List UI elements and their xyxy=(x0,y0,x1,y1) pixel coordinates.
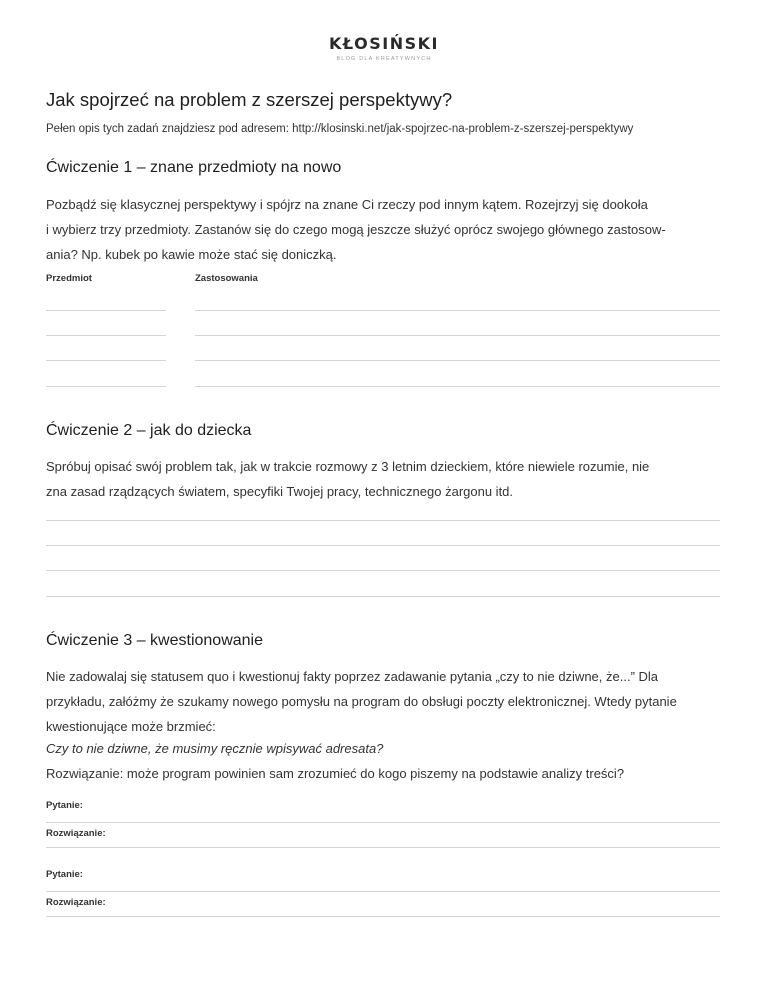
document-title: Jak spojrzeć na problem z szerszej perspektywy? xyxy=(46,89,453,110)
exercise-1-line: ania? Np. kubek po kawie może stać się doniczką. xyxy=(46,247,337,262)
uses-write-line[interactable] xyxy=(195,386,720,387)
item-write-line[interactable] xyxy=(46,386,166,387)
exercise-2-line: zna zasad rządzących światem, specyfiki Twojej pracy, technicznego żargonu itd. xyxy=(46,484,514,499)
exercise-1-description xyxy=(46,192,736,267)
item-write-line[interactable] xyxy=(46,335,166,336)
answer-write-line[interactable] xyxy=(46,520,720,521)
solution-label: Rozwiązanie: xyxy=(46,897,106,908)
uses-write-line[interactable] xyxy=(195,360,720,361)
item-write-line[interactable] xyxy=(46,310,166,311)
intro-text: Pełen opis tych zadań znajdziesz pod adresem: http://klosinski.net/jak-spojrzec-na-problem-z-szerszej-perspektywy xyxy=(46,123,634,135)
logo-text: KŁOSIŃSKI xyxy=(329,34,439,53)
answer-write-line[interactable] xyxy=(46,570,720,571)
column-label-uses: Zastosowania xyxy=(195,273,258,284)
answer-write-line[interactable] xyxy=(46,596,720,597)
exercise-3-example xyxy=(46,736,736,786)
exercise-2-line: Spróbuj opisać swój problem tak, jak w trakcie rozmowy z 3 letnim dzieckiem, które niewiele rozumie, nie xyxy=(46,459,650,474)
exercise-3-description xyxy=(46,664,736,739)
question-label: Pytanie: xyxy=(46,800,83,811)
example-solution: Rozwiązanie: może program powinien sam zrozumieć do kogo piszemy na podstawie analizy treści? xyxy=(46,766,625,781)
uses-write-line[interactable] xyxy=(195,335,720,336)
exercise-1-heading: Ćwiczenie 1 – znane przedmioty na nowo xyxy=(46,159,342,176)
logo-subtitle: BLOG DLA KREATYWNYCH xyxy=(336,56,432,62)
exercise-3-line: Nie zadowalaj się statusem quo i kwestionuj fakty poprzez zadawanie pytania „czy to nie dziwne, że...” Dla xyxy=(46,669,659,684)
exercise-3-line: kwestionujące może brzmieć: xyxy=(46,719,216,734)
solution-write-line[interactable] xyxy=(46,847,720,848)
answer-write-line[interactable] xyxy=(46,545,720,546)
exercise-3-line: przykładu, załóżmy że szukamy nowego pomysłu na program do obsługi poczty elektronicznej. Wtedy pytanie xyxy=(46,694,677,709)
question-write-line[interactable] xyxy=(46,891,720,892)
logo xyxy=(0,34,768,62)
exercise-3-heading: Ćwiczenie 3 – kwestionowanie xyxy=(46,632,263,649)
exercise-2-description xyxy=(46,454,736,504)
exercise-1-line: Pozbądź się klasycznej perspektywy i spójrz na znane Ci rzeczy pod innym kątem. Rozejrzyj się dookoła xyxy=(46,197,648,212)
question-label: Pytanie: xyxy=(46,869,83,880)
example-question: Czy to nie dziwne, że musimy ręcznie wpisywać adresata? xyxy=(46,741,384,756)
uses-write-line[interactable] xyxy=(195,310,720,311)
solution-write-line[interactable] xyxy=(46,916,720,917)
exercise-1-line: i wybierz trzy przedmioty. Zastanów się do czego mogą jeszcze służyć oprócz swojego głównego zastosow- xyxy=(46,222,666,237)
column-label-item: Przedmiot xyxy=(46,273,92,284)
question-write-line[interactable] xyxy=(46,822,720,823)
solution-label: Rozwiązanie: xyxy=(46,828,106,839)
exercise-2-heading: Ćwiczenie 2 – jak do dziecka xyxy=(46,422,252,439)
item-write-line[interactable] xyxy=(46,360,166,361)
